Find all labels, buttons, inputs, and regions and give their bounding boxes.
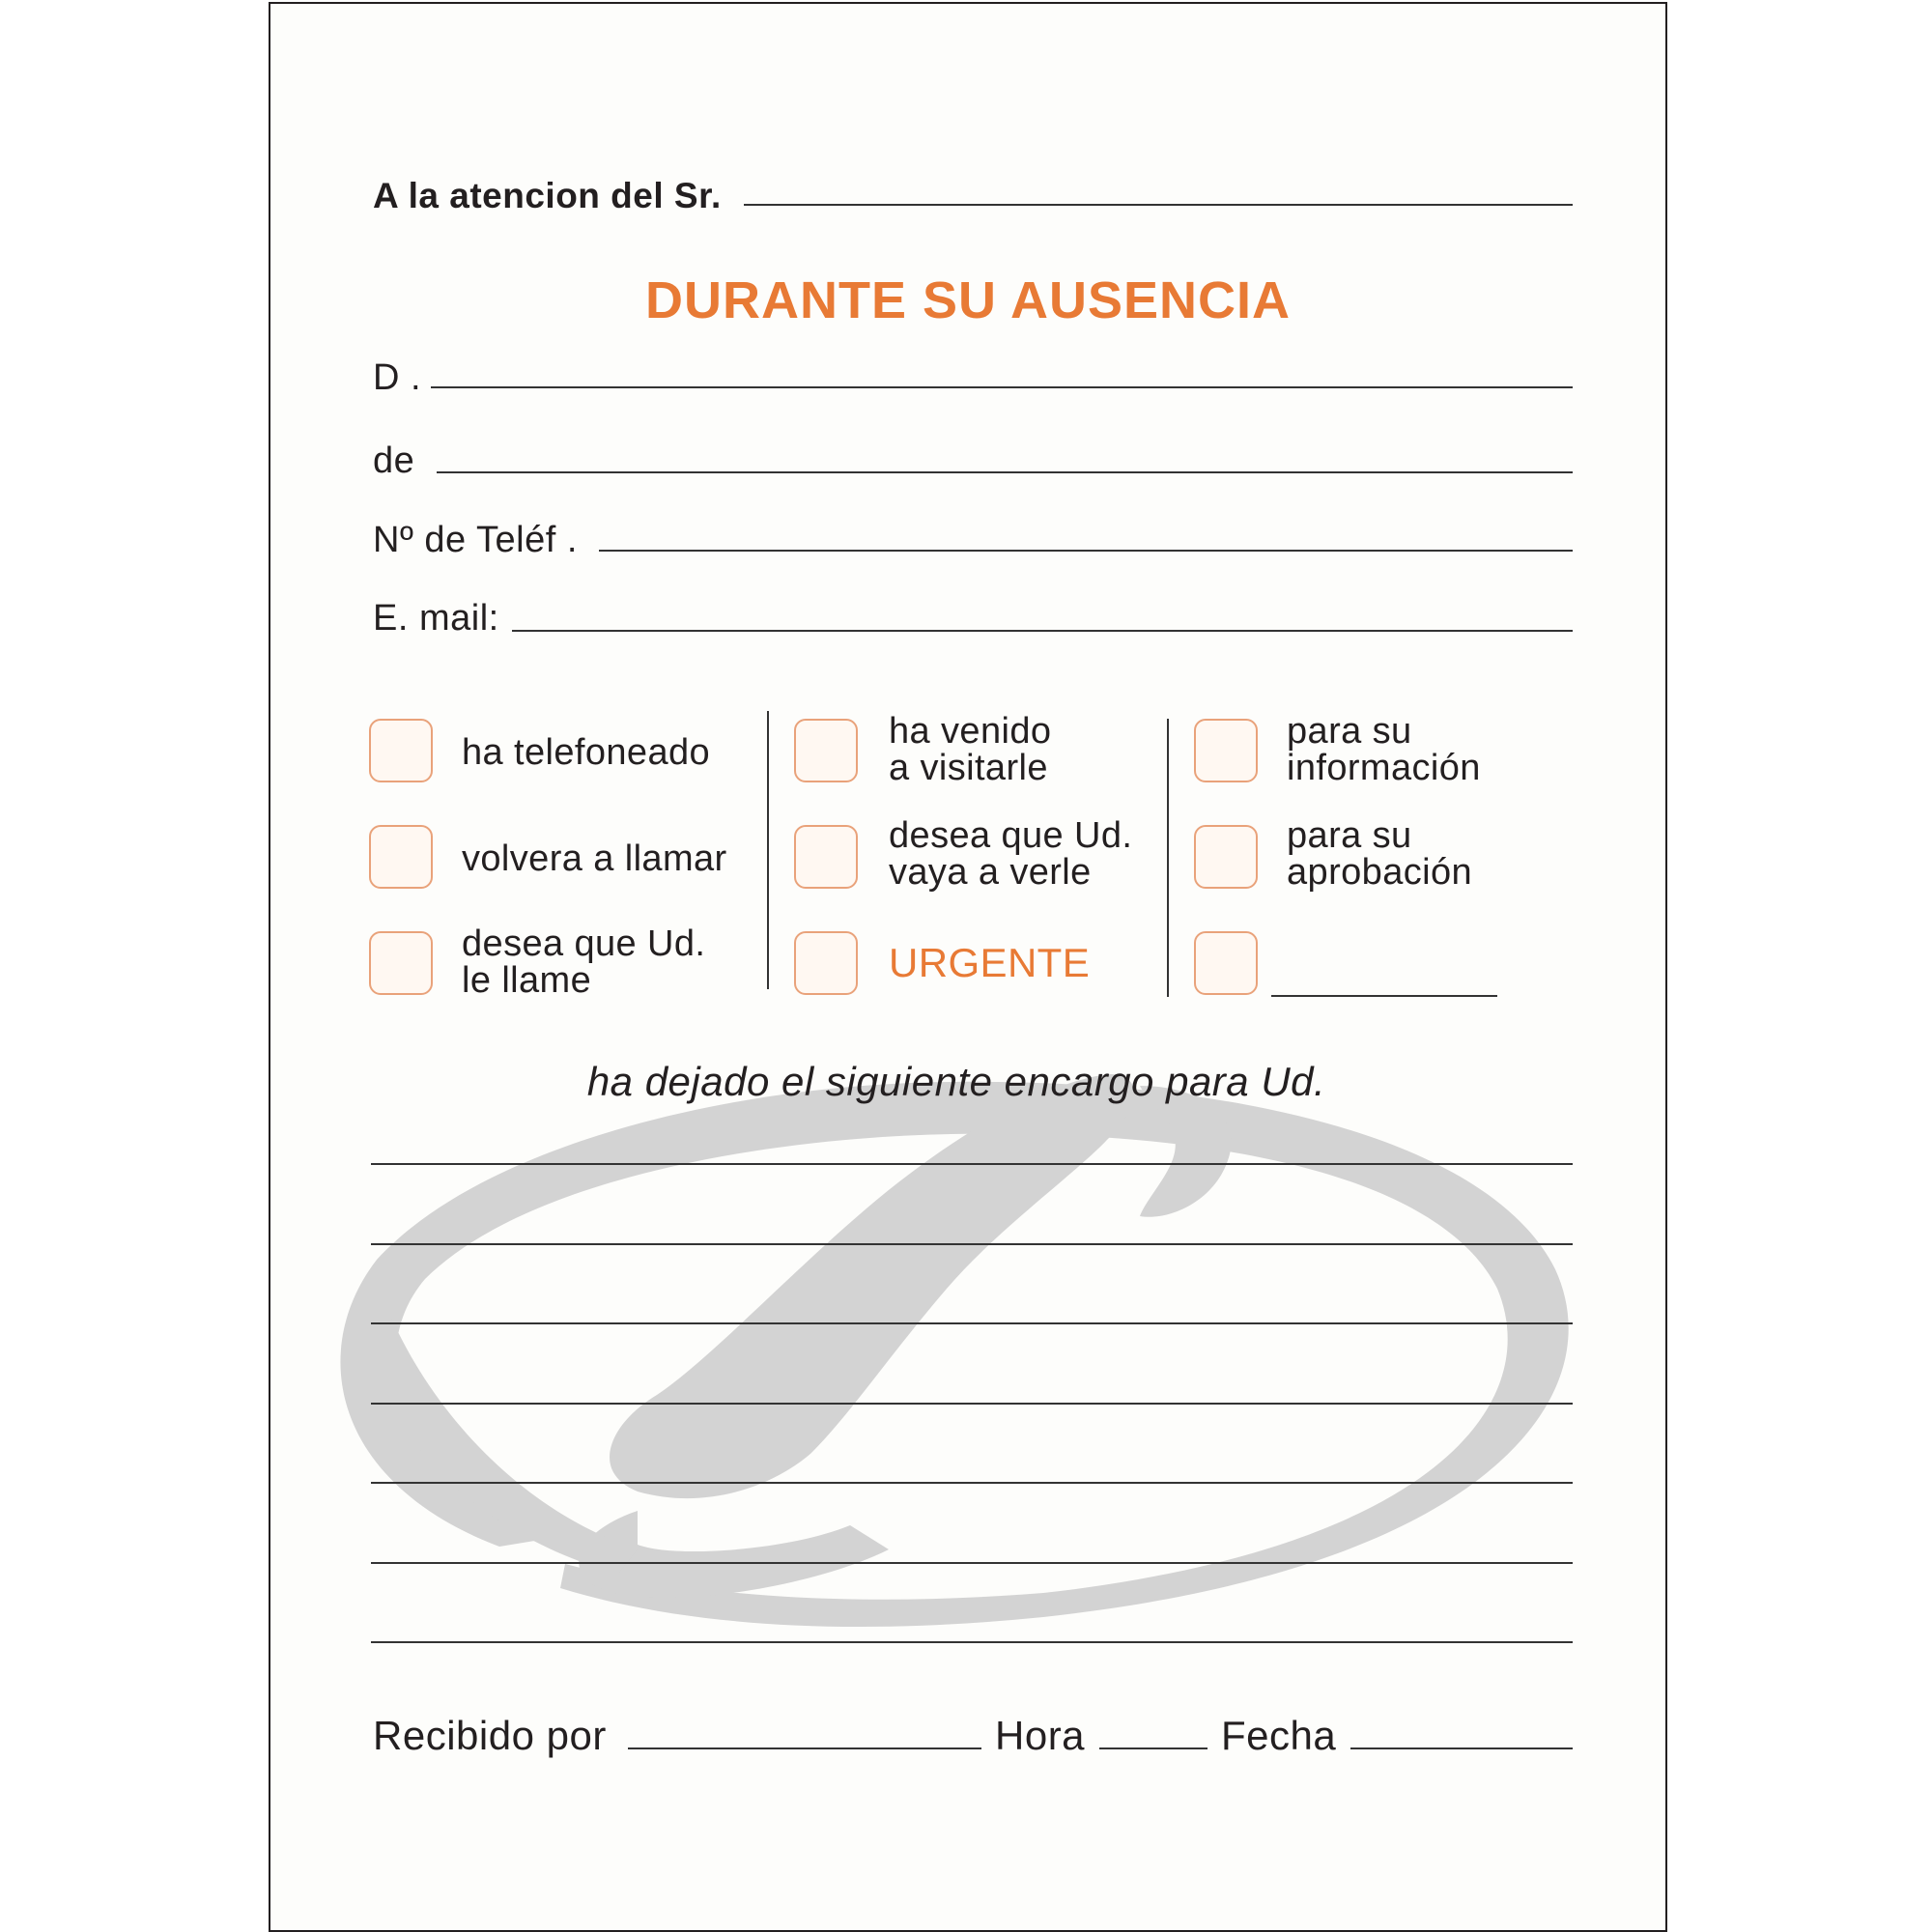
received-by-input-line[interactable] [628,1747,981,1749]
option-label-volvera-a-llamar: volvera a llamar [462,838,727,879]
d-label: D . [373,357,422,398]
message-form-sheet [269,2,1667,1932]
checkbox-para-su-informacion[interactable] [1194,719,1258,782]
attention-input-line[interactable] [744,204,1573,206]
column-separator-1 [767,711,769,989]
email-label: E. mail: [373,598,499,639]
checkbox-volvera-a-llamar[interactable] [369,825,433,889]
option-label-desea-que-le-llame-1: desea que Ud. [462,923,706,964]
option-label-para-su-aprobacion-1: para su [1287,815,1412,856]
de-label: de [373,440,415,481]
option-label-desea-que-vaya-2: vaya a verle [889,852,1092,893]
date-label: Fecha [1221,1713,1337,1758]
column-separator-2 [1167,719,1169,997]
email-input-line[interactable] [512,630,1573,632]
message-line-7[interactable] [371,1641,1573,1643]
de-input-line[interactable] [437,471,1573,473]
d-input-line[interactable] [431,386,1573,388]
time-input-line[interactable] [1099,1747,1208,1749]
message-line-2[interactable] [371,1243,1573,1245]
checkbox-ha-telefoneado[interactable] [369,719,433,782]
checkbox-desea-que-vaya[interactable] [794,825,858,889]
message-line-4[interactable] [371,1403,1573,1405]
option-label-desea-que-vaya-1: desea que Ud. [889,815,1133,856]
checkbox-desea-que-le-llame[interactable] [369,931,433,995]
message-line-1[interactable] [371,1163,1573,1165]
option-label-para-su-informacion-2: información [1287,748,1481,788]
date-input-line[interactable] [1350,1747,1573,1749]
checkbox-para-su-aprobacion[interactable] [1194,825,1258,889]
attention-label: A la atencion del Sr. [373,176,722,215]
form-title: DURANTE SU AUSENCIA [644,271,1292,329]
time-label: Hora [995,1713,1086,1758]
option-label-desea-que-le-llame-2: le llame [462,960,592,1001]
message-label: ha dejado el siguiente encargo para Ud. [586,1059,1326,1104]
option-label-ha-venido-2: a visitarle [889,748,1048,788]
option-label-para-su-aprobacion-2: aprobación [1287,852,1473,893]
received-by-label: Recibido por [373,1713,607,1758]
checkbox-ha-venido[interactable] [794,719,858,782]
option-label-para-su-informacion-1: para su [1287,711,1412,752]
option-label-urgente: URGENTE [889,940,1091,985]
phone-input-line[interactable] [599,550,1573,552]
phone-label: Nº de Teléf . [373,520,578,560]
message-line-5[interactable] [371,1482,1573,1484]
checkbox-other[interactable] [1194,931,1258,995]
option-label-ha-telefoneado: ha telefoneado [462,732,711,773]
message-line-3[interactable] [371,1322,1573,1324]
message-line-6[interactable] [371,1562,1573,1564]
option-label-ha-venido-1: ha venido [889,711,1052,752]
checkbox-urgente[interactable] [794,931,858,995]
other-option-input-line[interactable] [1271,995,1497,997]
